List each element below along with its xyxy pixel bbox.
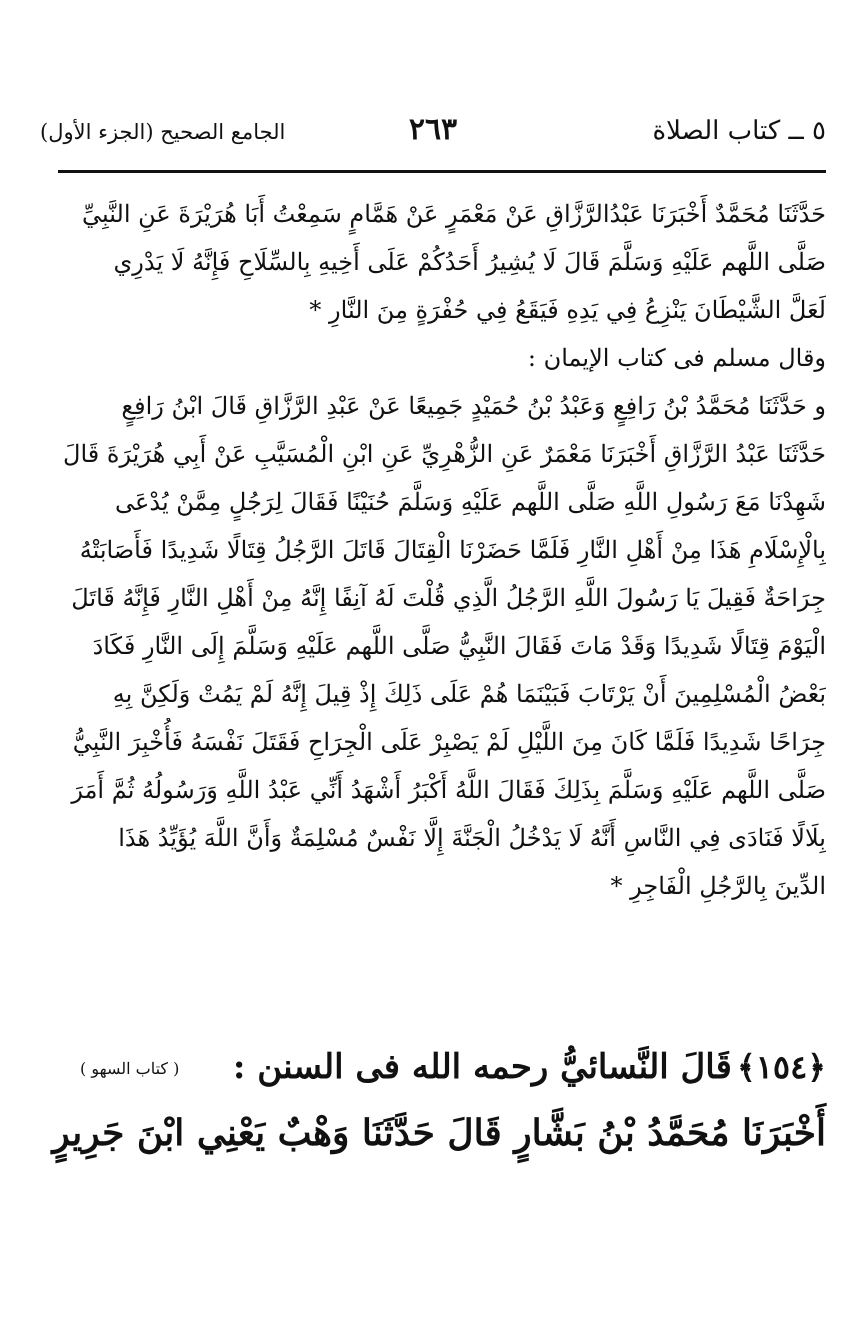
- text-line: جِرَاحَةٌ فَقِيلَ يَا رَسُولَ اللَّهِ الرَّجُلُ الَّذِي قُلْتَ لَهُ آنِفًا إِنَّهُ مِنْ أَهْلِ النَّارِ فَإِنَّهُ قَاتَلَ: [71, 584, 826, 612]
- section-intro: وقال مسلم فى كتاب الإيمان :: [527, 344, 826, 372]
- text-line: الدِّينَ بِالرَّجُلِ الْفَاجِرِ *: [610, 872, 826, 900]
- header-divider: [58, 170, 826, 173]
- hadith-title: قَالَ النَّسائيُّ رحمه الله فى السنن :: [232, 1047, 732, 1087]
- text-line: جِرَاحًا شَدِيدًا فَلَمَّا كَانَ مِنَ اللَّيْلِ لَمْ يَصْبِرْ عَلَى الْجِرَاحِ فَقَتَلَ نَفْسَهُ فَأُخْبِرَ النَّبِيُّ: [72, 728, 826, 756]
- hadith-number: ﴿١٥٤﴾: [736, 1048, 826, 1086]
- page-number: ٢٦٣: [408, 112, 458, 147]
- page-header: [40, 110, 826, 160]
- text-line: بِلَالًا فَنَادَى فِي النَّاسِ أَنَّهُ لَا يَدْخُلُ الْجَنَّةَ إِلَّا نَفْسٌ مُسْلِمَةٌ وَأَنَّ اللَّهَ يُؤَيِّدُ هَذَا: [118, 824, 826, 852]
- text-line: لَعَلَّ الشَّيْطَانَ يَنْزِعُ فِي يَدِهِ فَيَقَعُ فِي حُفْرَةٍ مِنَ النَّارِ *: [309, 296, 826, 324]
- chapter-title: ٥ ــ كتاب الصلاة: [652, 116, 826, 146]
- text-line: بَعْضُ الْمُسْلِمِينَ أَنْ يَرْتَابَ فَبَيْنَمَا هُمْ عَلَى ذَلِكَ إِذْ قِيلَ إِنَّهُ لَمْ يَمُتْ وَلَكِنَّ بِهِ: [112, 680, 826, 708]
- book-title: الجامع الصحيح (الجزء الأول): [40, 120, 286, 144]
- hadith-chapter-note: ( كتاب السهو ): [80, 1059, 180, 1078]
- text-line: و حَدَّثَنَا مُحَمَّدُ بْنُ رَافِعٍ وَعَبْدُ بْنُ حُمَيْدٍ جَمِيعًا عَنْ عَبْدِ الرَّزَّاقِ قَالَ ابْنُ رَافِعٍ: [121, 392, 826, 420]
- text-line: الْيَوْمَ قِتَالًا شَدِيدًا وَقَدْ مَاتَ فَقَالَ النَّبِيُّ صَلَّى اللَّهم عَلَيْهِ وَسَلَّمَ إِلَى النَّارِ فَكَادَ: [92, 632, 826, 660]
- text-line: حَدَّثَنَا عَبْدُ الرَّزَّاقِ أَخْبَرَنَا مَعْمَرٌ عَنِ الزُّهْرِيِّ عَنِ ابْنِ الْمُسَيَّبِ عَنْ أَبِي هُرَيْرَةَ قَالَ: [63, 440, 826, 468]
- hadith-first-line: أَخْبَرَنَا مُحَمَّدُ بْنُ بَشَّارٍ قَالَ حَدَّثَنَا وَهْبٌ يَعْنِي ابْنَ جَرِيرٍ: [52, 1112, 826, 1154]
- text-line: صَلَّى اللَّهم عَلَيْهِ وَسَلَّمَ قَالَ لَا يُشِيرُ أَحَدُكُمْ عَلَى أَخِيهِ بِالسِّلَاحِ فَإِنَّهُ لَا يَدْرِي: [113, 248, 826, 276]
- text-line: حَدَّثَنَا مُحَمَّدٌ أَخْبَرَنَا عَبْدُالرَّزَّاقِ عَنْ مَعْمَرٍ عَنْ هَمَّامٍ سَمِعْتُ أَبَا هُرَيْرَةَ عَنِ النَّبِيِّ: [82, 200, 826, 228]
- hadith-section: [40, 1036, 826, 1168]
- text-line: شَهِدْنَا مَعَ رَسُولِ اللَّهِ صَلَّى اللَّهم عَلَيْهِ وَسَلَّمَ حُنَيْنًا فَقَالَ لِرَجُلٍ مِمَّنْ يُدْعَى: [115, 488, 826, 516]
- main-text: [56, 190, 826, 910]
- hadith-heading: [40, 1036, 826, 1098]
- text-line: بِالْإِسْلَامِ هَذَا مِنْ أَهْلِ النَّارِ فَلَمَّا حَضَرْنَا الْقِتَالَ قَاتَلَ الرَّجُلُ قِتَالًا شَدِيدًا فَأَصَابَتْهُ: [79, 536, 826, 564]
- text-line: صَلَّى اللَّهم عَلَيْهِ وَسَلَّمَ بِذَلِكَ فَقَالَ اللَّهُ أَكْبَرُ أَشْهَدُ أَنِّي عَبْدُ اللَّهِ وَرَسُولُهُ ثُمَّ أَمَرَ: [71, 776, 826, 804]
